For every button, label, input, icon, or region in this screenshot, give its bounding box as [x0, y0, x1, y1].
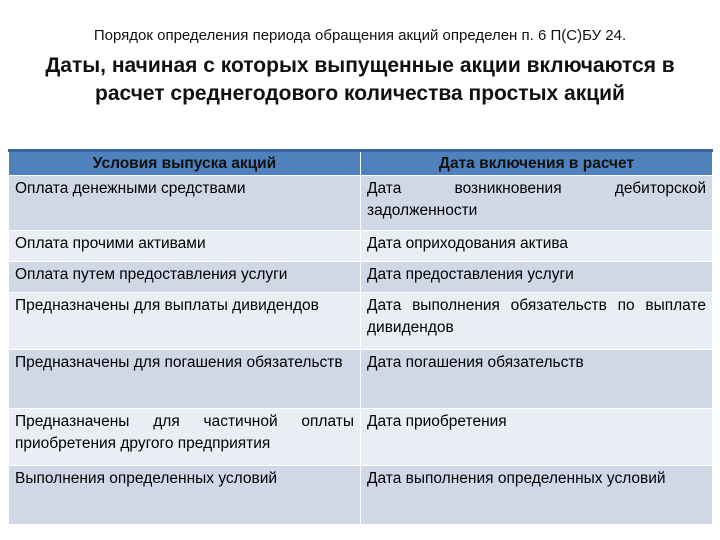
table-cell-condition: Выполнения определенных условий: [9, 466, 361, 525]
table-cell-date: Дата приобретения: [361, 409, 713, 466]
table-row: [9, 262, 713, 293]
dates-table: [8, 149, 713, 525]
table-row: [9, 466, 713, 525]
slide-title: Даты, начиная с которых выпущенные акции включаются в расчет среднегодового количества простых акций: [45, 54, 675, 105]
table-cell-condition: Оплата путем предоставления услуги: [9, 262, 361, 293]
slide-subtitle: Порядок определения периода обращения акций определен п. 6 П(С)БУ 24.: [93, 27, 627, 44]
table-row: [9, 409, 713, 466]
table-row: [9, 231, 713, 262]
table-cell-condition: Оплата денежными средствами: [9, 176, 361, 231]
table-row: [9, 176, 713, 231]
table-cell-date: Дата погашения обязательств: [361, 350, 713, 409]
table-cell-date: Дата выполнения обязательств по выплате дивидендов: [361, 293, 713, 350]
table-header-row: [9, 151, 713, 176]
table-cell-date: Дата предоставления услуги: [361, 262, 713, 293]
table-cell-condition: Предназначены для частичной оплаты приобретения другого предприятия: [9, 409, 361, 466]
table-cell-date: Дата оприходования актива: [361, 231, 713, 262]
table-cell-condition: Предназначены для выплаты дивидендов: [9, 293, 361, 350]
table-cell-condition: Оплата прочими активами: [9, 231, 361, 262]
table-row: [9, 350, 713, 409]
table-cell-date: Дата возникновения дебиторской задолженности: [361, 176, 713, 231]
table-cell-date: Дата выполнения определенных условий: [361, 466, 713, 525]
table-row: [9, 293, 713, 350]
table-cell-condition: Предназначены для погашения обязательств: [9, 350, 361, 409]
header-inclusion-date: Дата включения в расчет: [361, 151, 713, 176]
header-conditions: Условия выпуска акций: [9, 151, 361, 176]
